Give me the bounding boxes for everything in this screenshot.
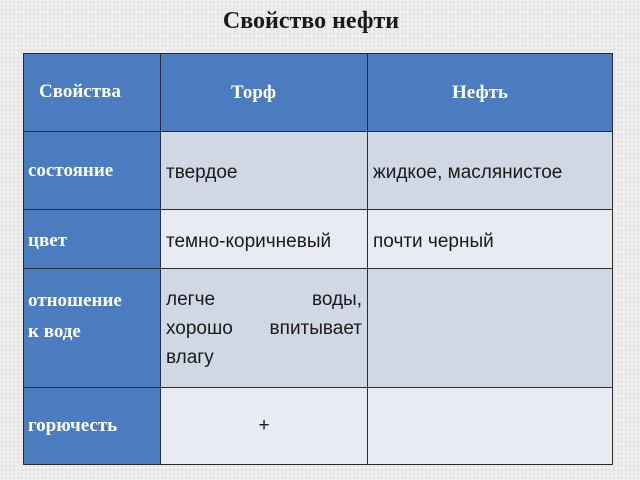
table-row (24, 269, 613, 388)
row-header-state: состояние (24, 132, 161, 210)
row-header-flammability: горючесть (24, 388, 161, 465)
header-label: Нефть (452, 82, 508, 103)
cell-peat-water: легче воды, хорошо впитывает влагу (161, 269, 368, 388)
cell-oil-state: жидкое, маслянистое (368, 132, 613, 210)
cell-peat-flammability: + (161, 388, 368, 465)
properties-table (23, 53, 613, 465)
table-row (24, 210, 613, 269)
header-cell-oil (368, 54, 613, 132)
header-label: Торф (231, 82, 277, 103)
table-header-row (24, 54, 613, 132)
row-header-color: цвет (24, 210, 161, 269)
table-row (24, 132, 613, 210)
cell-oil-water (368, 269, 613, 388)
page-title: Свойство нефти (222, 8, 400, 34)
header-cell-peat (161, 54, 368, 132)
cell-oil-color: почти черный (368, 210, 613, 269)
cell-peat-color: темно-коричневый (161, 210, 368, 269)
cell-peat-state: твердое (161, 132, 368, 210)
header-label: Свойства (39, 81, 121, 102)
table-row (24, 388, 613, 465)
header-cell-properties (24, 54, 161, 132)
row-header-water: отношение к воде (24, 269, 161, 388)
cell-oil-flammability (368, 388, 613, 465)
